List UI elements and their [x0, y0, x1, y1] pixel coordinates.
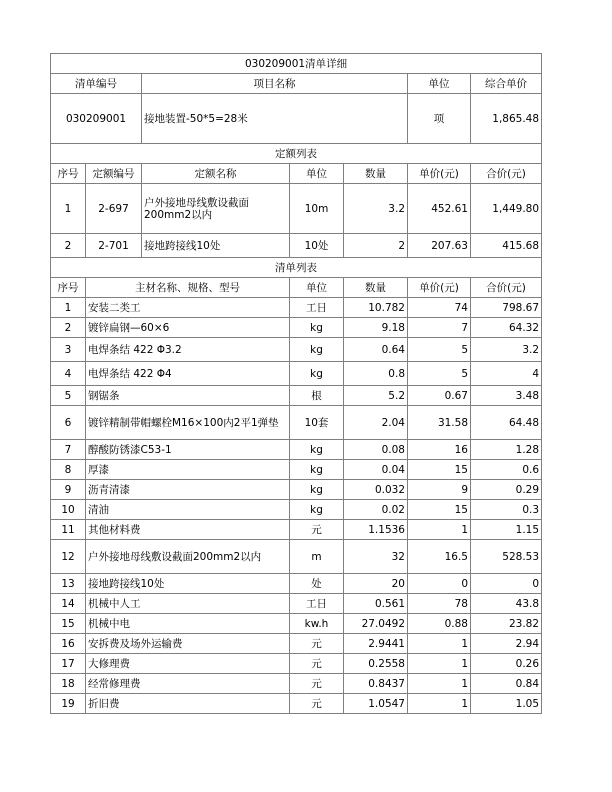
- material-name: 电焊条结 422 Φ3.2: [86, 338, 290, 362]
- material-name: 镀锌精制带帽螺栓M16×100内2平1弹垫: [86, 406, 290, 440]
- bill-detail-table: [50, 53, 542, 714]
- quota-price: 207.63: [408, 234, 471, 258]
- table-row: [51, 694, 542, 714]
- table-row: [51, 540, 542, 574]
- quota-unit: 10m: [290, 184, 344, 234]
- table-row: [51, 362, 542, 386]
- table-row: [51, 460, 542, 480]
- material-total: 64.32: [471, 318, 542, 338]
- table-row: [51, 318, 542, 338]
- material-qty: 1.1536: [344, 520, 408, 540]
- material-total: 43.8: [471, 594, 542, 614]
- material-qty: 5.2: [344, 386, 408, 406]
- quota-col-qty: 数量: [344, 164, 408, 184]
- material-unit: kg: [290, 362, 344, 386]
- material-unit: 根: [290, 386, 344, 406]
- material-unit: 元: [290, 654, 344, 674]
- material-no: 9: [51, 480, 86, 500]
- table-row: [51, 440, 542, 460]
- code-label: 清单编号: [51, 74, 142, 94]
- material-unit: kw.h: [290, 614, 344, 634]
- table-row: [51, 406, 542, 440]
- material-price: 16: [408, 440, 471, 460]
- item-name: 接地装置-50*5=28米: [142, 94, 408, 144]
- material-total: 64.48: [471, 406, 542, 440]
- material-no: 10: [51, 500, 86, 520]
- material-no: 16: [51, 634, 86, 654]
- material-unit: kg: [290, 318, 344, 338]
- material-qty: 0.8437: [344, 674, 408, 694]
- materials-col-total: 合价(元): [471, 278, 542, 298]
- material-unit: 元: [290, 674, 344, 694]
- material-name: 电焊条结 422 Φ4: [86, 362, 290, 386]
- material-name: 醇酸防锈漆C53-1: [86, 440, 290, 460]
- quota-row: [51, 184, 542, 234]
- price-label: 综合单价: [471, 74, 542, 94]
- material-no: 18: [51, 674, 86, 694]
- quota-col-total: 合价(元): [471, 164, 542, 184]
- material-name: 清油: [86, 500, 290, 520]
- item-header-row: [51, 74, 542, 94]
- material-qty: 9.18: [344, 318, 408, 338]
- materials-col-unit: 单位: [290, 278, 344, 298]
- material-qty: 2.04: [344, 406, 408, 440]
- table-row: [51, 654, 542, 674]
- quota-price: 452.61: [408, 184, 471, 234]
- materials-col-no: 序号: [51, 278, 86, 298]
- quota-name: 接地跨接线10处: [142, 234, 290, 258]
- material-name: 安装二类工: [86, 298, 290, 318]
- material-price: 5: [408, 338, 471, 362]
- material-name: 接地跨接线10处: [86, 574, 290, 594]
- table-row: [51, 574, 542, 594]
- materials-col-name: 主材名称、规格、型号: [86, 278, 290, 298]
- quota-col-no: 序号: [51, 164, 86, 184]
- table-row: [51, 520, 542, 540]
- material-price: 5: [408, 362, 471, 386]
- material-unit: kg: [290, 480, 344, 500]
- material-qty: 27.0492: [344, 614, 408, 634]
- material-no: 2: [51, 318, 86, 338]
- material-no: 11: [51, 520, 86, 540]
- quota-qty: 3.2: [344, 184, 408, 234]
- material-unit: kg: [290, 338, 344, 362]
- material-unit: 元: [290, 694, 344, 714]
- material-total: 0: [471, 574, 542, 594]
- material-total: 1.05: [471, 694, 542, 714]
- material-name: 机械中人工: [86, 594, 290, 614]
- material-no: 4: [51, 362, 86, 386]
- table-row: [51, 480, 542, 500]
- quota-col-name: 定额名称: [142, 164, 290, 184]
- material-no: 17: [51, 654, 86, 674]
- materials-section-title: 清单列表: [51, 258, 542, 278]
- materials-col-qty: 数量: [344, 278, 408, 298]
- material-name: 钢锯条: [86, 386, 290, 406]
- material-qty: 0.2558: [344, 654, 408, 674]
- quota-section-row: [51, 144, 542, 164]
- material-name: 大修理费: [86, 654, 290, 674]
- material-name: 折旧费: [86, 694, 290, 714]
- material-no: 15: [51, 614, 86, 634]
- material-name: 其他材料费: [86, 520, 290, 540]
- material-price: 0: [408, 574, 471, 594]
- quota-col-code: 定额编号: [86, 164, 142, 184]
- material-no: 8: [51, 460, 86, 480]
- materials-col-price: 单价(元): [408, 278, 471, 298]
- quota-name: 户外接地母线敷设截面200mm2以内: [142, 184, 290, 234]
- material-price: 31.58: [408, 406, 471, 440]
- material-unit: kg: [290, 500, 344, 520]
- material-total: 0.3: [471, 500, 542, 520]
- table-row: [51, 338, 542, 362]
- material-price: 16.5: [408, 540, 471, 574]
- material-price: 0.88: [408, 614, 471, 634]
- material-name: 安拆费及场外运输费: [86, 634, 290, 654]
- table-row: [51, 634, 542, 654]
- material-unit: 工日: [290, 298, 344, 318]
- material-total: 528.53: [471, 540, 542, 574]
- quota-code: 2-697: [86, 184, 142, 234]
- table-row: [51, 614, 542, 634]
- material-total: 0.26: [471, 654, 542, 674]
- material-total: 1.28: [471, 440, 542, 460]
- material-qty: 2.9441: [344, 634, 408, 654]
- material-total: 4: [471, 362, 542, 386]
- material-qty: 0.02: [344, 500, 408, 520]
- material-price: 15: [408, 460, 471, 480]
- material-unit: 元: [290, 520, 344, 540]
- unit-label: 单位: [408, 74, 471, 94]
- quota-no: 2: [51, 234, 86, 258]
- material-qty: 0.8: [344, 362, 408, 386]
- material-total: 0.84: [471, 674, 542, 694]
- item-unit: 项: [408, 94, 471, 144]
- material-no: 7: [51, 440, 86, 460]
- material-unit: kg: [290, 460, 344, 480]
- materials-header-row: [51, 278, 542, 298]
- material-price: 1: [408, 654, 471, 674]
- item-price: 1,865.48: [471, 94, 542, 144]
- material-price: 9: [408, 480, 471, 500]
- item-row: [51, 94, 542, 144]
- material-qty: 1.0547: [344, 694, 408, 714]
- title-row: [51, 54, 542, 74]
- material-name: 户外接地母线敷设截面200mm2以内: [86, 540, 290, 574]
- material-price: 0.67: [408, 386, 471, 406]
- material-unit: 元: [290, 634, 344, 654]
- material-qty: 10.782: [344, 298, 408, 318]
- quota-header-row: [51, 164, 542, 184]
- material-name: 镀锌扁钢—60×6: [86, 318, 290, 338]
- quota-row: [51, 234, 542, 258]
- material-unit: 工日: [290, 594, 344, 614]
- table-row: [51, 594, 542, 614]
- material-no: 12: [51, 540, 86, 574]
- material-total: 2.94: [471, 634, 542, 654]
- material-qty: 0.64: [344, 338, 408, 362]
- name-label: 项目名称: [142, 74, 408, 94]
- material-qty: 0.08: [344, 440, 408, 460]
- table-row: [51, 674, 542, 694]
- material-no: 19: [51, 694, 86, 714]
- material-qty: 0.04: [344, 460, 408, 480]
- quota-total: 415.68: [471, 234, 542, 258]
- material-price: 74: [408, 298, 471, 318]
- table-row: [51, 298, 542, 318]
- material-qty: 0.561: [344, 594, 408, 614]
- material-total: 3.2: [471, 338, 542, 362]
- quota-no: 1: [51, 184, 86, 234]
- material-price: 1: [408, 674, 471, 694]
- material-price: 1: [408, 694, 471, 714]
- quota-col-price: 单价(元): [408, 164, 471, 184]
- table-row: [51, 500, 542, 520]
- material-total: 0.29: [471, 480, 542, 500]
- material-name: 机械中电: [86, 614, 290, 634]
- material-name: 沥青清漆: [86, 480, 290, 500]
- page-title: 030209001清单详细: [51, 54, 542, 74]
- material-total: 0.6: [471, 460, 542, 480]
- material-no: 3: [51, 338, 86, 362]
- material-qty: 0.032: [344, 480, 408, 500]
- quota-unit: 10处: [290, 234, 344, 258]
- material-price: 7: [408, 318, 471, 338]
- material-price: 15: [408, 500, 471, 520]
- material-no: 13: [51, 574, 86, 594]
- material-price: 1: [408, 520, 471, 540]
- material-no: 14: [51, 594, 86, 614]
- material-no: 5: [51, 386, 86, 406]
- table-body: [51, 54, 542, 714]
- quota-section-title: 定额列表: [51, 144, 542, 164]
- material-no: 6: [51, 406, 86, 440]
- material-unit: kg: [290, 440, 344, 460]
- material-qty: 32: [344, 540, 408, 574]
- material-name: 经常修理费: [86, 674, 290, 694]
- material-price: 1: [408, 634, 471, 654]
- material-qty: 20: [344, 574, 408, 594]
- quota-total: 1,449.80: [471, 184, 542, 234]
- material-unit: m: [290, 540, 344, 574]
- quota-col-unit: 单位: [290, 164, 344, 184]
- material-total: 23.82: [471, 614, 542, 634]
- material-no: 1: [51, 298, 86, 318]
- item-code: 030209001: [51, 94, 142, 144]
- material-unit: 10套: [290, 406, 344, 440]
- material-name: 厚漆: [86, 460, 290, 480]
- material-unit: 处: [290, 574, 344, 594]
- material-price: 78: [408, 594, 471, 614]
- material-total: 1.15: [471, 520, 542, 540]
- material-total: 3.48: [471, 386, 542, 406]
- quota-code: 2-701: [86, 234, 142, 258]
- quota-qty: 2: [344, 234, 408, 258]
- materials-section-row: [51, 258, 542, 278]
- material-total: 798.67: [471, 298, 542, 318]
- table-row: [51, 386, 542, 406]
